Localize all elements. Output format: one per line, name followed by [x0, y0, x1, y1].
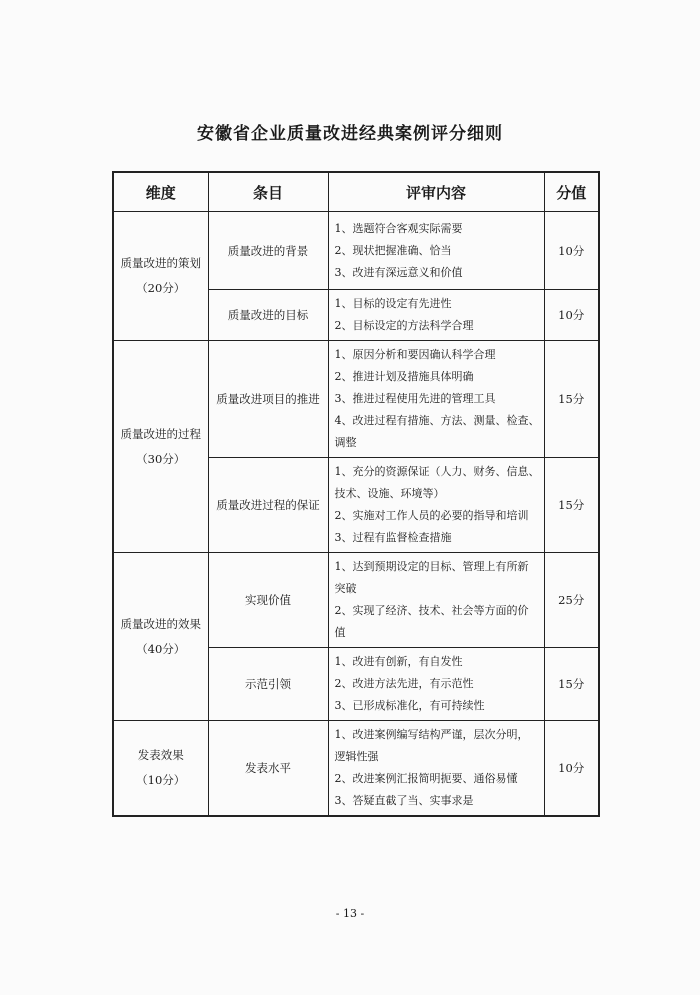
dimension-cell: [113, 553, 208, 721]
content-cell: [328, 648, 544, 721]
header-dimension: 维度: [113, 172, 208, 212]
content-line: 3、答疑直截了当、实事求是: [334, 794, 474, 807]
content-line: 3、改进有深远意义和价值: [334, 265, 463, 279]
item-cell: 发表水平: [208, 721, 328, 817]
content-line: 2、改进方法先进，有示范性: [334, 677, 474, 690]
scoring-table: [112, 171, 600, 817]
score-cell: 15分: [544, 458, 599, 553]
dimension-cell: [113, 341, 208, 553]
content-line: 1、目标的设定有先进性: [334, 297, 452, 310]
content-line: 2、实施对工作人员的必要的指导和培训: [334, 509, 529, 522]
item-cell: 质量改进的背景: [208, 212, 328, 290]
page-title: 安徽省企业质量改进经典案例评分细则: [197, 124, 503, 144]
content-line: 4、改进过程有措施、方法、测量、检查、: [334, 414, 540, 427]
item-cell: 质量改进过程的保证: [208, 458, 328, 553]
content-cell: [328, 721, 544, 817]
content-line: 突破: [334, 582, 357, 595]
dimension-points: （40分）: [136, 641, 186, 656]
content-line: 1、改进有创新，有自发性: [334, 655, 463, 668]
dimension-label: 质量改进的效果: [120, 616, 201, 631]
content-line: 1、改进案例编写结构严谨，层次分明，: [334, 728, 529, 741]
content-line: 技术、设施、环境等）: [334, 487, 445, 500]
content-cell: [328, 290, 544, 341]
content-line: 1、达到预期设定的目标、管理上有所新: [334, 560, 529, 573]
content-line: 2、现状把握准确、恰当: [334, 243, 452, 257]
table-header-row: [113, 172, 599, 212]
dimension-points: （30分）: [136, 451, 186, 466]
dimension-cell: [113, 212, 208, 341]
content-line: 2、改进案例汇报简明扼要、通俗易懂: [334, 772, 518, 785]
content-line: 3、过程有监督检查措施: [334, 531, 452, 544]
table-row: [113, 721, 599, 817]
content-line: 3、推进过程使用先进的管理工具: [334, 392, 496, 405]
header-item: 条目: [208, 172, 328, 212]
header-score: 分值: [544, 172, 599, 212]
content-cell: [328, 212, 544, 290]
table-row: [113, 341, 599, 458]
content-line: 1、选题符合客观实际需要: [334, 221, 463, 235]
table-row: [113, 553, 599, 648]
content-line: 1、充分的资源保证（人力、财务、信息、: [334, 465, 540, 478]
score-cell: 25分: [544, 553, 599, 648]
dimension-points: （10分）: [136, 773, 186, 787]
item-cell: 质量改进项目的推进: [208, 341, 328, 458]
dimension-label: 发表效果: [137, 748, 184, 762]
content-line: 2、推进计划及措施具体明确: [334, 370, 474, 383]
score-cell: 10分: [544, 290, 599, 341]
content-line: 逻辑性强: [334, 750, 379, 763]
header-content: 评审内容: [328, 172, 544, 212]
content-line: 3、已形成标准化，有可持续性: [334, 699, 485, 712]
content-line: 1、原因分析和要因确认科学合理: [334, 348, 496, 361]
dimension-label: 质量改进的过程: [120, 426, 201, 441]
score-cell: 10分: [544, 212, 599, 290]
content-line: 2、实现了经济、技术、社会等方面的价: [334, 604, 529, 617]
dimension-label: 质量改进的策划: [120, 256, 201, 270]
score-cell: 10分: [544, 721, 599, 817]
dimension-cell: [113, 721, 208, 817]
content-line: 调整: [334, 436, 357, 449]
table-row: [113, 212, 599, 290]
item-cell: 质量改进的目标: [208, 290, 328, 341]
content-line: 值: [334, 626, 346, 639]
score-cell: 15分: [544, 648, 599, 721]
page-number: - 13 -: [335, 907, 365, 920]
dimension-points: （20分）: [136, 281, 186, 295]
content-cell: [328, 553, 544, 648]
score-cell: 15分: [544, 341, 599, 458]
content-cell: [328, 458, 544, 553]
item-cell: 示范引领: [208, 648, 328, 721]
content-cell: [328, 341, 544, 458]
content-line: 2、目标设定的方法科学合理: [334, 319, 474, 332]
item-cell: 实现价值: [208, 553, 328, 648]
